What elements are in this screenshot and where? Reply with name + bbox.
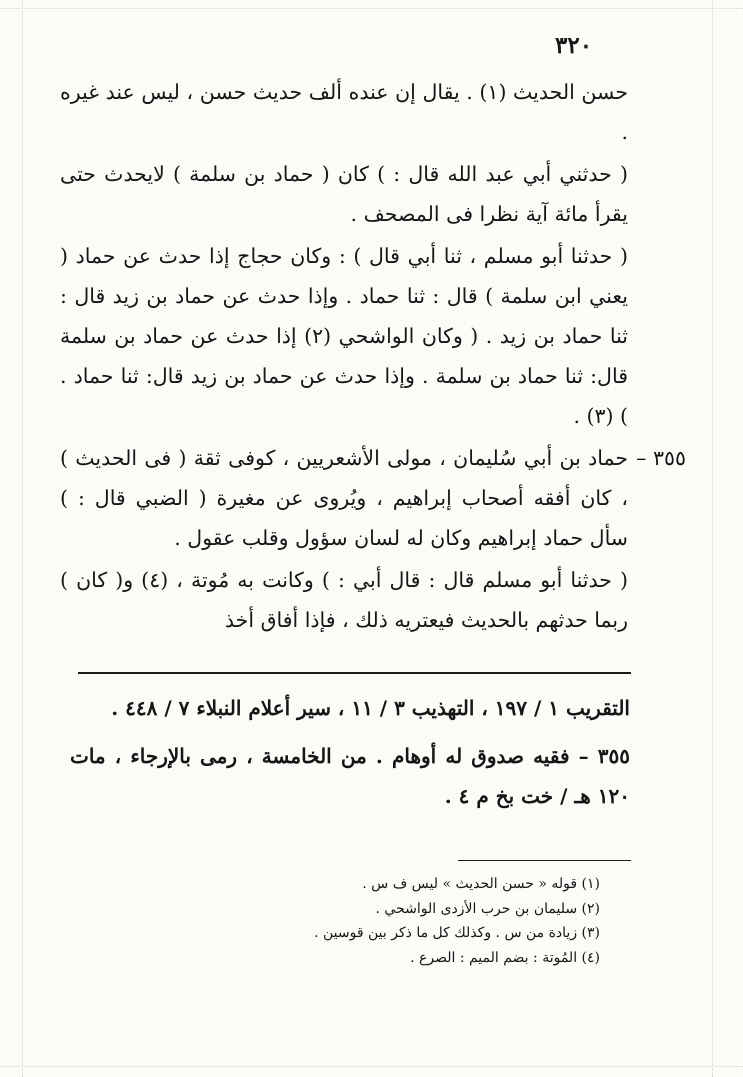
paragraph-1: حسن الحديث (١) . يقال إن عنده ألف حديث حسن ، ليس عند غيره . <box>60 80 628 144</box>
scan-guide-top <box>0 8 743 9</box>
entry-number: ٣٥٥ – <box>636 446 686 470</box>
commentary-note-1: التقريب ١ / ١٩٧ ، التهذيب ٣ / ١١ ، سير أعلام النبلاء ٧ / ٤٤٨ . <box>111 696 630 720</box>
footnote-3: (٣) زيادة من س . وكذلك كل ما ذكر بين قوسين . <box>314 925 600 941</box>
footnote-rule <box>458 860 631 861</box>
scan-guide-left <box>22 0 23 1077</box>
footnote-2: (٢) سليمان بن حرب الأزدى الواشحي . <box>375 900 600 917</box>
entry-355 <box>60 438 686 558</box>
commentary-note-2: ٣٥٥ – فقيه صدوق له أوهام . من الخامسة ، رمى بالإرجاء ، مات ١٢٠ هـ / خت بخ م ٤ . <box>70 744 630 808</box>
paragraph-4: حماد بن أبي سُليمان ، مولى الأشعريين ، كوفى ثقة ( فى الحديث ) ، كان أفقه أصحاب إبراهيم ، ويُروى عن مغيرة ( الضبي قال : ) سأل حماد إبراهيم وكان له لسان سؤول وقلب عقول . <box>60 446 628 550</box>
paragraph-3: ( حدثنا أبو مسلم ، ثنا أبي قال ) : وكان حجاج إذا حدث عن حماد ( يعني ابن سلمة ) قال : ثنا حماد . وإذا حدث عن حماد بن زيد قال : ثنا حماد بن زيد . ( وكان الواشحي (٢) إذا حدث عن حماد بن سلمة قال: ثنا حماد بن سلمة . وإذا حدث عن حماد بن زيد قال: ثنا حماد . ) (٣) . <box>60 244 628 428</box>
commentary-notes <box>70 688 630 824</box>
scan-guide-right <box>712 0 713 1077</box>
main-text <box>60 72 686 642</box>
paragraph-2: ( حدثني أبي عبد الله قال : ) كان ( حماد بن سلمة ) لايحدث حتى يقرأ مائة آية نظرا فى المصحف . <box>60 162 628 226</box>
footnotes <box>120 872 600 970</box>
separator-rule <box>78 672 631 674</box>
page-number: ٣٢٠ <box>555 32 593 59</box>
scan-guide-bottom <box>0 1066 743 1067</box>
footnote-4: (٤) المُوتة : بضم الميم : الصرع . <box>410 949 600 966</box>
footnote-1: (١) قوله « حسن الحديث » ليس ف س . <box>362 876 600 892</box>
paragraph-5: ( حدثنا أبو مسلم قال : قال أبي : ) وكانت به مُوتة ، (٤) و( كان ) ربما حدثهم بالحديث فيعتريه ذلك ، فإذا أفاق أخذ <box>60 568 628 632</box>
